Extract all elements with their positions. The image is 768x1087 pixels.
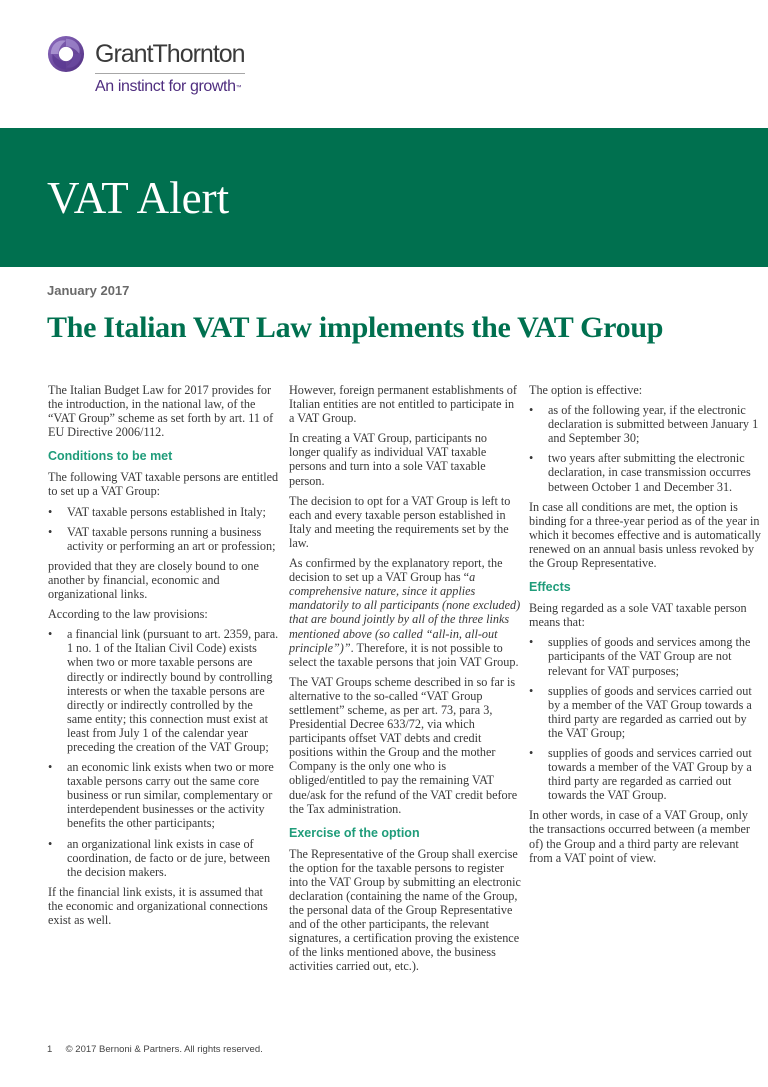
- grant-thornton-logo: [47, 33, 267, 103]
- column-2: [289, 383, 521, 980]
- quoted-italic-text: a comprehensive nature, since it applies mandatorily to all participants (none excluded) that are bound jointly by all of the three links mentioned above (so called “all-in, all-out principle”)”: [289, 570, 521, 655]
- column-1: [48, 383, 280, 933]
- closing-paragraph: If the financial link exists, it is assumed that the economic and organizational connections exist as well.: [48, 884, 268, 927]
- brand-tagline: An instinct for growth™: [95, 78, 242, 95]
- list-item: • an organizational link exists in case of coordination, de facto or de jure, between the decision makers.: [48, 836, 271, 879]
- effects-intro: Being regarded as a sole VAT taxable person means that:: [529, 601, 747, 630]
- paragraph-explanatory-report: As confirmed by the explanatory report, the decision to set up a VAT Group has “a comprehensive nature, since it applies mandatorily to all participants (none excluded) that are bound jointly by all of the three links mentioned above (so called “all-in, all-out principle”)”. Therefore, it is not possible to select the taxable persons that join VAT Group.: [289, 556, 521, 669]
- paragraph: In creating a VAT Group, participants no longer qualify as individual VAT taxable persons and turn into a sole VAT taxable person.: [289, 431, 488, 488]
- paragraph: The VAT Groups scheme described in so far is alternative to the so-called “VAT Group settlement” scheme, as per art. 73, para 3, Presidential Decree 633/72, via which participants offset VAT debts and credit positions within the Group and the mother Company is the only one who is obliged/entitled to pay the remaining VAT due/ask for the refund of the VAT credit before the Tax administration.: [289, 674, 518, 816]
- bullet-icon: •: [529, 683, 534, 698]
- bullet-icon: •: [529, 403, 534, 418]
- publication-date: January 2017: [47, 283, 130, 298]
- list-item: • two years after submitting the electronic declaration, in case transmission occurres between October 1 and December 31.: [529, 451, 751, 494]
- bullet-icon: •: [48, 760, 53, 775]
- bullet-icon: •: [48, 524, 53, 539]
- effects-list: [529, 635, 761, 802]
- bullet-icon: •: [48, 836, 53, 851]
- trademark-symbol: ™: [235, 85, 242, 91]
- links-list: [48, 627, 280, 879]
- conditions-intro: The following VAT taxable persons are entitled to set up a VAT Group:: [48, 470, 279, 499]
- column-3: [529, 383, 761, 871]
- intro-paragraph: The Italian Budget Law for 2017 provides for the introduction, in the national law, of the “VAT Group” scheme as set forth by art. 11 of EU Directive 2006/112.: [48, 383, 274, 440]
- according-paragraph: According to the law provisions:: [48, 607, 208, 622]
- paragraph: The decision to opt for a VAT Group is left to each and every taxable person established in Italy and meeting the requirements set by the law.: [289, 493, 511, 550]
- brand-name: GrantThornton: [95, 40, 245, 68]
- effective-list: [529, 403, 761, 494]
- list-item: • an economic link exists when two or more taxable persons carry out the same core business or run similar, complementary or interdependent businesses or the activity benefits the other participants;: [48, 760, 274, 831]
- page-number: 1: [47, 1044, 53, 1055]
- section-heading-conditions: Conditions to be met: [48, 449, 173, 464]
- list-item: • VAT taxable persons running a business activity or performing an art or profession;: [48, 524, 276, 553]
- grant-thornton-swirl-icon: [47, 35, 85, 73]
- bullet-icon: •: [529, 745, 534, 760]
- logo-divider: [95, 73, 245, 74]
- copyright-notice: © 2017 Bernoni & Partners. All rights reserved.: [65, 1044, 263, 1055]
- section-heading-effects: Effects: [529, 580, 571, 595]
- closing-paragraph: In other words, in case of a VAT Group, only the transactions occurred between (a member of) the Group and a third party are relevant from a VAT point of view.: [529, 808, 750, 865]
- binding-paragraph: In case all conditions are met, the option is binding for a three-year period as of the year in which it becomes effective and is automatically renewed on an annual basis unless revoked by the Group Representative.: [529, 499, 761, 571]
- effective-intro: The option is effective:: [529, 383, 643, 397]
- paragraph: The Representative of the Group shall exercise the option for the taxable persons to register into the VAT Group by submitting an electronic declaration (containing the name of the Group, the personal data of the Group Representative and of the other participants, the relevant signatures, a certification proving the existence of the links mentioned above, the business activities carried out, etc.).: [289, 846, 521, 974]
- section-heading-exercise: Exercise of the option: [289, 825, 420, 840]
- document-title: VAT Alert: [47, 173, 230, 223]
- list-item: • a financial link (pursuant to art. 2359, para. 1 no. 1 of the Italian Civil Code) exists when two or more taxable persons are directly or indirectly bound by controlling interests or when the taxable persons are directly or indirectly controlled by the same entity; this connection must exist at least from July 1 of the calendar year preceding the creation of the VAT Group;: [48, 627, 279, 754]
- bullet-icon: •: [48, 504, 53, 519]
- list-item: • VAT taxable persons established in Italy;: [48, 504, 266, 519]
- page-footer: [47, 1044, 263, 1055]
- list-item: • supplies of goods and services among the participants of the VAT Group are not relevant for VAT purposes;: [529, 635, 751, 678]
- list-item: • supplies of goods and services carried out by a member of the VAT Group towards a third party are regarded as carried out by the VAT Group;: [529, 683, 752, 740]
- bullet-icon: •: [529, 635, 534, 650]
- paragraph: However, foreign permanent establishments of Italian entities are not entitled to participate in a VAT Group.: [289, 383, 517, 426]
- article-headline: The Italian VAT Law implements the VAT Group: [47, 311, 664, 344]
- conditions-list: [48, 505, 280, 553]
- list-item: • supplies of goods and services carried out towards a member of the VAT Group by a third party are regarded as carried out towards the VAT Group.: [529, 745, 752, 803]
- title-banner: [0, 128, 768, 267]
- list-item: • as of the following year, if the electronic declaration is submitted between January 1 and September 30;: [529, 403, 759, 446]
- bullet-icon: •: [48, 627, 53, 642]
- bullet-icon: •: [529, 451, 534, 466]
- provided-paragraph: provided that they are closely bound to one another by financial, economic and organizational links.: [48, 558, 259, 602]
